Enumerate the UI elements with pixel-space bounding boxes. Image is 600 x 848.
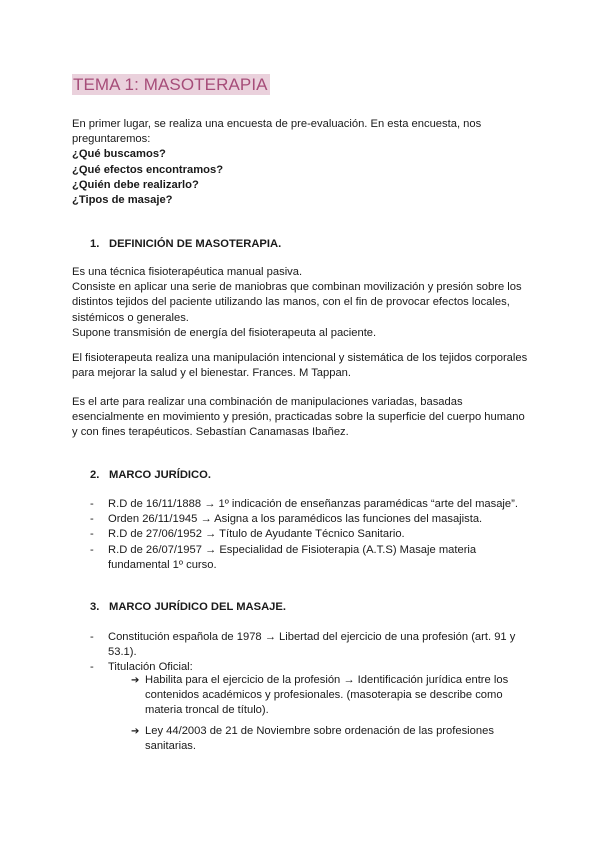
section-number: 3. [90,601,100,613]
list-item-text: fundamental 1º curso. [108,558,217,571]
list-item [90,543,530,573]
text-line: y con fines terapéuticos. Sebastían Canamasas Ibañez. [72,426,349,439]
intro-paragraph [72,117,532,208]
section-title: DEFINICIÓN DE MASOTERAPIA. [109,238,282,250]
tappan-paragraph [72,351,532,381]
text-line: distintos tejidos del paciente utilizando las manos, con el fin de provocar efectos locales, [72,296,510,309]
text-line: Consiste en aplicar una serie de maniobras que combinan movilización y presión sobre los [72,281,522,294]
section-title: MARCO JURÍDICO DEL MASAJE. [109,601,286,613]
legal-framework-list [90,630,530,676]
list-item [90,512,530,527]
question: ¿Quién debe realizarlo? [72,178,199,191]
text-line: El fisioterapeuta realiza una manipulación intencional y sistemática de los tejidos corporales [72,352,528,364]
text-line: esencialmente en movimiento y presión, practicadas sobre la superficie del cuerpo humano [72,411,525,424]
list-item-text: 53.1). [108,646,137,659]
list-item [90,527,530,542]
question: ¿Qué efectos encontramos? [72,163,224,176]
list-item [90,497,530,512]
section-heading [90,468,211,483]
list-item-text: Constitución española de 1978 → Libertad del ejercicio de una profesión (art. 91 y [108,631,516,643]
legal-history-list [90,497,530,573]
intro-line: En primer lugar, se realiza una encuesta de pre-evaluación. En esta encuesta, nos [72,118,482,130]
text-line: Es una técnica fisioterapéutica manual pasiva. [72,266,303,278]
list-item [90,630,530,660]
text-line: para mejorar la salud y el bienestar. Frances. M Tappan. [72,367,352,380]
page-title: TEMA 1: MASOTERAPIA [73,75,268,94]
question: ¿Qué buscamos? [72,148,166,161]
text-line: Supone transmisión de energía del fisioterapeuta al paciente. [72,326,377,339]
sublist-item-text: contenidos académicos y profesionales. (masoterapia se describe como [145,689,503,702]
arrow-bullet-icon: ➔ [131,725,140,737]
dash-bullet: - [90,513,94,526]
titulacion-sublist [131,673,511,759]
section-heading [90,237,281,252]
text-line: Es el arte para realizar una combinación de manipulaciones variadas, basadas [72,396,463,408]
intro-line: preguntaremos: [72,133,151,146]
canamasas-paragraph [72,395,532,441]
sublist-item-text: sanitarias. [145,739,196,752]
sublist-item-text: Habilita para el ejercicio de la profesión → Identificación jurídica entre los [145,674,509,686]
list-item-text: R.D de 27/06/1952 → Título de Ayudante Técnico Sanitario. [108,528,405,541]
list-item-text: Titulación Oficial: [108,661,193,674]
section-heading [90,600,286,615]
text-line: sistémicos o generales. [72,311,189,324]
section-number: 2. [90,469,100,481]
dash-bullet: - [90,528,94,541]
sublist-item [131,724,511,754]
definition-paragraph [72,265,532,341]
dash-bullet: - [90,661,94,674]
list-item-text: R.D de 16/11/1888 → 1º indicación de enseñanzas paramédicas “arte del masaje”. [108,498,518,510]
list-item-text: R.D de 26/07/1957 → Especialidad de Fisioterapia (A.T.S) Masaje materia [108,543,477,556]
sublist-item-text: materia troncal de título). [145,704,269,717]
section-number: 1. [90,238,100,250]
sublist-item-text: Ley 44/2003 de 21 de Noviembre sobre ordenación de las profesiones [145,724,494,737]
dash-bullet: - [90,631,94,643]
question: ¿Tipos de masaje? [72,194,173,207]
section-title: MARCO JURÍDICO. [109,469,211,481]
dash-bullet: - [90,498,94,510]
list-item-text: Orden 26/11/1945 → Asigna a los paramédicos las funciones del masajista. [108,513,483,526]
arrow-bullet-icon: ➔ [131,675,140,686]
dash-bullet: - [90,543,94,556]
sublist-item [131,673,511,719]
